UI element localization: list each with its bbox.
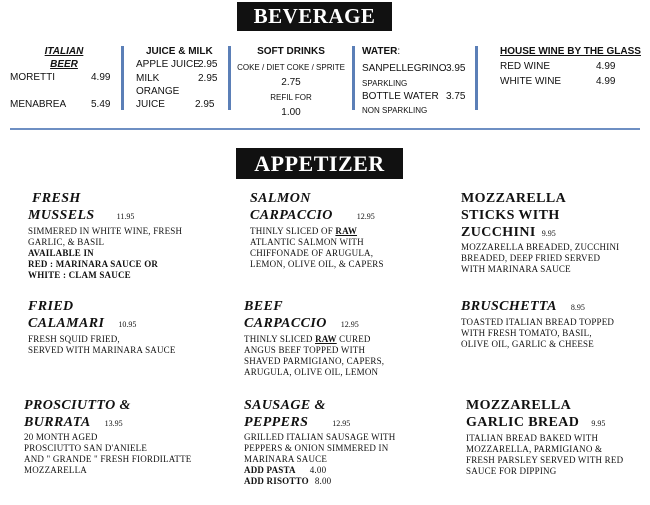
- item-name: [466, 414, 646, 432]
- section-divider: [10, 128, 640, 130]
- item-name: [24, 414, 234, 432]
- colon: :: [397, 46, 401, 57]
- desc-line: SHAVED PARMIGIANO, CAPERS,: [244, 356, 385, 366]
- heading-line: ITALIAN: [44, 46, 84, 57]
- item-price: 12.95: [356, 212, 375, 221]
- beer-name: MENABREA: [10, 99, 67, 110]
- desc-line: ARUGULA, OLIVE OIL, LEMON: [244, 367, 379, 377]
- soft-drinks-line: COKE / DIET COKE / SPRITE: [237, 63, 345, 72]
- water-price: 3.95: [446, 63, 466, 74]
- water-price: 3.75: [446, 91, 466, 102]
- water-name: SANPELLEGRINO: [362, 63, 447, 74]
- desc-emphasis: RAW: [315, 334, 337, 344]
- add-on-label: ADD PASTA: [244, 465, 296, 475]
- item-name: MOZZARELLA: [466, 398, 572, 413]
- desc-line: BREADED, DEEP FRIED SERVED: [461, 253, 601, 263]
- desc-line: PROSCIUTTO SAN D'ANIELE: [24, 443, 148, 453]
- item-price: 8.95: [570, 303, 585, 312]
- desc-line: PEPPERS & ONION SIMMERED IN: [244, 443, 389, 453]
- divider: [121, 46, 124, 110]
- name-text: CARPACCIO: [244, 316, 327, 331]
- desc-line: WHITE : CLAM SAUCE: [28, 270, 131, 280]
- item-price: 10.95: [118, 320, 137, 329]
- add-on-price: 4.00: [309, 465, 327, 475]
- desc-line: SIMMERED IN WHITE WINE, FRESH: [28, 226, 183, 236]
- item-price: 12.95: [332, 419, 351, 428]
- menu-item-fried-calamari: [28, 298, 223, 356]
- name-text: CARPACCIO: [250, 208, 333, 223]
- water-heading: [362, 45, 400, 58]
- house-wine-heading: HOUSE WINE BY THE GLASS: [500, 46, 641, 57]
- wine-name: RED WINE: [500, 61, 550, 72]
- soft-drinks-section: [232, 45, 350, 119]
- desc-text: THINLY SLICED OF: [250, 226, 336, 236]
- menu-item-salmon-carpaccio: [250, 190, 440, 270]
- desc-line: GRILLED ITALIAN SAUSAGE WITH: [244, 432, 396, 442]
- item-name: PROSCIUTTO &: [24, 398, 131, 413]
- desc-line: ITALIAN BREAD BAKED WITH: [466, 433, 599, 443]
- item-price: 11.95: [116, 212, 135, 221]
- juice-name: APPLE JUICE: [136, 59, 200, 70]
- juice-name: ORANGE: [136, 86, 180, 97]
- desc-line: MOZZARELLA: [24, 465, 87, 475]
- item-desc: [24, 432, 234, 476]
- soft-drinks-price: 2.75: [281, 77, 301, 88]
- juice-milk-heading: JUICE & MILK: [146, 46, 213, 57]
- item-price: 12.95: [340, 320, 359, 329]
- desc-line: ATLANTIC SALMON WITH: [250, 237, 364, 247]
- name-text: PEPPERS: [244, 415, 309, 430]
- menu-item-mozzarella-sticks: [461, 190, 646, 275]
- water-name: BOTTLE WATER: [362, 91, 439, 102]
- wine-price: 4.99: [596, 61, 616, 72]
- add-on-price: 8.00: [314, 476, 332, 486]
- name-text: BURRATA: [24, 415, 91, 430]
- item-desc: [244, 432, 444, 487]
- appetizer-title: APPETIZER: [236, 148, 403, 179]
- desc-line: [244, 334, 434, 345]
- desc-line: SAUCE FOR DIPPING: [466, 466, 557, 476]
- item-name: [28, 207, 223, 225]
- water-note: SPARKLING: [362, 79, 408, 88]
- beer-price: 5.49: [91, 99, 111, 110]
- beer-row-moretti: [10, 71, 55, 84]
- divider: [228, 46, 231, 110]
- name-text: ZUCCHINI: [461, 225, 536, 240]
- desc-line: RED : MARINARA SAUCE OR: [28, 259, 159, 269]
- desc-line: ANGUS BEEF TOPPED WITH: [244, 345, 366, 355]
- item-price: 9.95: [541, 229, 556, 238]
- wine-price: 4.99: [596, 76, 616, 87]
- item-name: [250, 207, 440, 225]
- divider: [475, 46, 478, 110]
- item-name: FRESH: [32, 191, 81, 206]
- item-name: [244, 315, 434, 333]
- item-name: STICKS WITH: [461, 208, 560, 223]
- item-desc: [28, 334, 223, 356]
- italian-beer-heading: [38, 45, 90, 71]
- desc-line: FRESH SQUID FRIED,: [28, 334, 120, 344]
- item-name: BEEF: [244, 299, 283, 314]
- item-name: [461, 224, 646, 242]
- add-on-line: [244, 476, 444, 487]
- desc-line: LEMON, OLIVE OIL, & CAPERS: [250, 259, 384, 269]
- desc-line: SERVED WITH MARINARA SAUCE: [28, 345, 176, 355]
- desc-line: FRESH PARSLEY SERVED WITH RED: [466, 455, 624, 465]
- beer-name: MORETTI: [10, 72, 55, 83]
- beer-row-menabrea: [10, 98, 66, 111]
- menu-item-bruschetta: [461, 298, 646, 350]
- juice-price: 2.95: [198, 59, 218, 70]
- water-note: NON SPARKLING: [362, 106, 428, 115]
- name-text: BRUSCHETTA: [461, 299, 557, 314]
- item-desc: [466, 433, 646, 477]
- desc-line: WITH FRESH TOMATO, BASIL,: [461, 328, 592, 338]
- item-name: FRIED: [28, 299, 74, 314]
- menu-item-prosciutto-burrata: [24, 397, 234, 476]
- juice-price: 2.95: [198, 73, 218, 84]
- name-text: CALAMARI: [28, 316, 105, 331]
- item-name: SALMON: [250, 191, 311, 206]
- item-desc: [461, 317, 646, 350]
- desc-line: TOASTED ITALIAN BREAD TOPPED: [461, 317, 615, 327]
- refill-label: REFIL FOR: [270, 93, 312, 102]
- desc-emphasis: RAW: [335, 226, 358, 236]
- menu-item-fresh-mussels: [28, 190, 223, 281]
- juice-name: MILK: [136, 73, 160, 84]
- desc-line: 20 MONTH AGED: [24, 432, 98, 442]
- heading-line: BEER: [50, 59, 78, 70]
- menu-item-beef-carpaccio: [244, 298, 434, 378]
- name-text: GARLIC BREAD: [466, 415, 580, 430]
- item-desc: [28, 226, 223, 281]
- juice-price: 2.95: [195, 99, 215, 110]
- water-heading-text: WATER: [362, 46, 398, 57]
- item-name: SAUSAGE &: [244, 398, 326, 413]
- desc-line: CHIFFONADE OF ARUGULA,: [250, 248, 374, 258]
- item-desc: [250, 226, 440, 270]
- desc-line: AVAILABLE IN: [28, 248, 94, 258]
- item-desc: [244, 334, 434, 378]
- desc-text: THINLY SLICED: [244, 334, 316, 344]
- menu-item-mozzarella-garlic-bread: [466, 397, 646, 477]
- item-price: 13.95: [104, 419, 123, 428]
- juice-name: JUICE: [136, 99, 165, 110]
- item-name: [28, 315, 223, 333]
- divider: [352, 46, 355, 110]
- desc-line: WITH MARINARA SAUCE: [461, 264, 571, 274]
- beer-price: 4.99: [91, 72, 111, 83]
- item-name: [244, 414, 444, 432]
- item-desc: [461, 242, 646, 275]
- add-on-line: [244, 465, 444, 476]
- desc-text: CURED: [336, 334, 371, 344]
- name-text: MUSSELS: [28, 208, 95, 223]
- desc-line: MOZZARELLA, PARMIGIANO &: [466, 444, 603, 454]
- add-on-label: ADD RISOTTO: [244, 476, 309, 486]
- desc-line: [250, 226, 440, 237]
- soft-drinks-heading: SOFT DRINKS: [257, 46, 325, 57]
- desc-line: GARLIC, & BASIL: [28, 237, 105, 247]
- wine-name: WHITE WINE: [500, 76, 562, 87]
- desc-line: MOZZARELLA BREADED, ZUCCHINI: [461, 242, 620, 252]
- item-name: [461, 298, 646, 316]
- menu-item-sausage-peppers: [244, 397, 444, 487]
- desc-line: AND " GRANDE " FRESH FIORDILATTE: [24, 454, 192, 464]
- desc-line: MARINARA SAUCE: [244, 454, 328, 464]
- desc-line: OLIVE OIL, GARLIC & CHEESE: [461, 339, 594, 349]
- item-name: MOZZARELLA: [461, 191, 567, 206]
- beverage-title: BEVERAGE: [237, 2, 392, 31]
- refill-price: 1.00: [281, 107, 301, 118]
- item-price: 9.95: [591, 419, 606, 428]
